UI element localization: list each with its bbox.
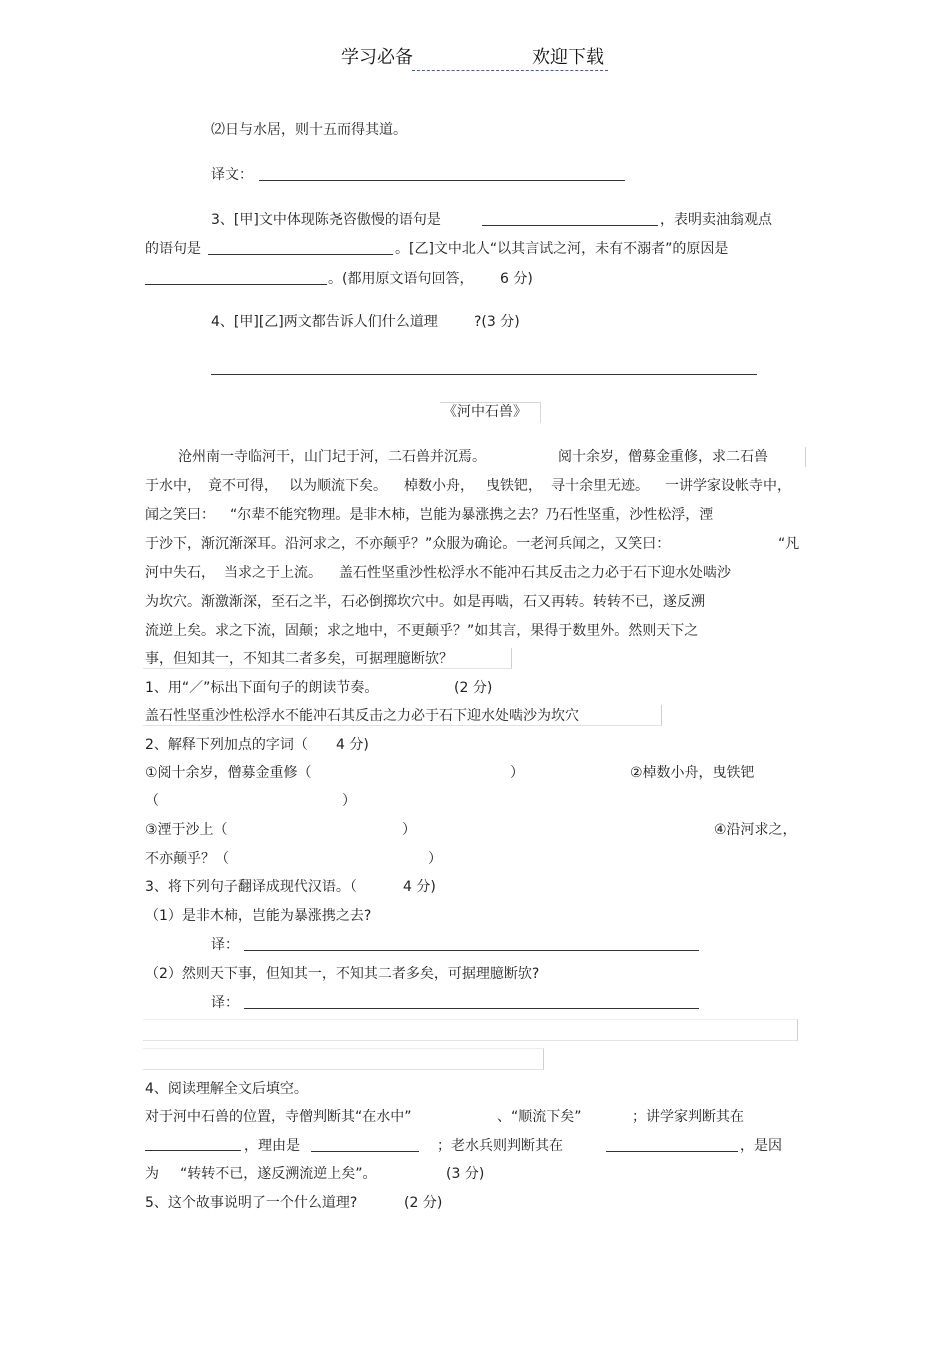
q2-text: 2、解释下列加点的字词（ <box>145 737 308 753</box>
q3-score: 4 分) <box>403 879 436 895</box>
q2-a-close: ） <box>510 765 524 781</box>
q2-b-answer[interactable] <box>160 791 340 811</box>
q4-line2-b: ；老水兵则判断其在 <box>437 1138 563 1154</box>
q3-line2-a: 的语句是 <box>145 241 201 257</box>
story-title: 《河中石兽》 <box>443 404 527 420</box>
q2-d-cont: 不亦颠乎？（ <box>145 851 229 867</box>
q1-score: (2 分) <box>454 680 493 696</box>
story-line-2f: 寻十余里无迹。 <box>551 478 649 494</box>
q3-blank-1[interactable] <box>482 211 658 232</box>
q4-blank-3[interactable] <box>606 1137 738 1158</box>
story-line-2g: 一讲学家设帐寺中， <box>665 478 791 494</box>
story-line-5c: 盖石性坚重沙性松浮水不能冲石其反击之力必于石下迎水处啮沙 <box>339 565 731 581</box>
q2-b-open: （ <box>145 793 159 809</box>
story-line-2a: 于水中， <box>145 478 201 494</box>
story-line-2b: 竟不可得， <box>208 478 278 494</box>
q3-blank-2[interactable] <box>208 240 393 261</box>
q1-sentence[interactable]: 盖石性坚重沙性松浮水不能冲石其反击之力必于石下迎水处啮沙为坎穴 <box>145 708 579 724</box>
story-line-6: 为坎穴。渐激渐深，至石之半，石必倒掷坎穴中。如是再啮，石又再转。转转不已，遂反溯 <box>145 594 705 610</box>
q4-blank-2[interactable] <box>311 1137 419 1158</box>
q4-blank-1[interactable] <box>145 1136 241 1157</box>
q4-line1-b: 、“顺流下矣” <box>497 1109 582 1125</box>
q5-score: (2 分) <box>404 1195 443 1211</box>
q4-line2-a: ，理由是 <box>244 1138 300 1154</box>
q3-2-answer-blank[interactable] <box>244 994 699 1015</box>
q4-reading-text: 4、阅读理解全文后填空。 <box>145 1081 308 1097</box>
q2-b-close: ） <box>342 793 356 809</box>
q3-1-sentence: （1）是非木柿，岂能为暴涨携之去? <box>145 908 372 924</box>
q4-line3-score: (3 分) <box>446 1166 485 1182</box>
q3-line3-score: 6 分) <box>500 271 533 287</box>
q3-line2-b: 。[乙]文中北人“以其言试之河，未有不溺者”的原因是 <box>395 241 729 257</box>
q4-line3-b: “转转不已，遂反溯流逆上矣”。 <box>180 1166 377 1182</box>
story-line-5a: 河中失石， <box>145 565 215 581</box>
q3-1-yi-label: 译： <box>211 937 239 953</box>
q4-line2-c: ，是因 <box>740 1138 782 1154</box>
story-line-8: 事，但知其一，不知其二者多矣，可据理臆断欤？ <box>145 651 453 667</box>
story-line-4-quote: “凡 <box>778 536 800 552</box>
story-line-2e: 曳铁钯， <box>486 478 542 494</box>
q3-blank-3[interactable] <box>145 270 327 291</box>
story-line-2c: 以为顺流下矣。 <box>289 478 387 494</box>
story-line-2d: 棹数小舟， <box>404 478 474 494</box>
q2-d-text: ④沿河求之， <box>714 822 797 838</box>
q5-text: 5、这个故事说明了一个什么道理? <box>145 1195 358 1211</box>
header-right-text: 欢迎下载 <box>532 47 604 68</box>
q3-text: 3、将下列句子翻译成现代汉语。（ <box>145 879 357 895</box>
story-line-3b: “尔辈不能究物理。是非木柿，岂能为暴涨携之去？乃石性坚重，沙性松浮，湮 <box>230 507 714 523</box>
q2-c-answer[interactable] <box>235 820 400 840</box>
story-line-3a: 闻之笑曰： <box>145 507 215 523</box>
q4-line1-a: 对于河中石兽的位置，寺僧判断其“在水中” <box>145 1109 412 1125</box>
story-line-1a: 沧州南一寺临河干，山门圮于河，二石兽并沉焉。 <box>178 449 486 465</box>
q4-line3-a: 为 <box>145 1166 159 1182</box>
story-line-4: 于沙下，渐沉渐深耳。沿河求之，不亦颠乎？”众服为确论。一老河兵闻之，又笑曰： <box>145 536 671 552</box>
q3-2-sentence: （2）然则天下事，但知其一，不知其二者多矣，可据理臆断欤? <box>145 966 540 982</box>
q4-score: ?(3 分) <box>474 314 520 330</box>
q4-text: 4、[甲][乙]两文都告诉人们什么道理 <box>211 314 438 330</box>
q3-line1-b: ，表明卖油翁观点 <box>660 212 772 228</box>
header-dashed-rule <box>412 70 608 71</box>
q2-b-text: ②棹数小舟，曳铁钯 <box>630 765 755 781</box>
q4-line1-c: ；讲学家判断其在 <box>632 1109 744 1125</box>
q3-1-answer-blank[interactable] <box>244 936 699 957</box>
q2-d-close: ） <box>428 851 442 867</box>
q2-c-text: ③湮于沙上（ <box>145 822 228 838</box>
q1-text: 1、用“／”标出下面句子的朗读节奏。 <box>145 680 379 696</box>
story-line-7: 流逆上矣。求之下流，固颠；求之地中，不更颠乎？”如其言，果得于数里外。然则天下之 <box>145 623 699 639</box>
q2-score: 4 分) <box>336 737 369 753</box>
q4-answer-blank[interactable] <box>211 360 757 381</box>
story-line-1b: 阅十余岁，僧募金重修，求二石兽 <box>558 449 768 465</box>
q2-c-close: ） <box>402 822 416 838</box>
extra-answer-box-1[interactable] <box>143 1019 798 1041</box>
q2-d-answer[interactable] <box>236 849 426 869</box>
story-line-5b: 当求之于上流。 <box>224 565 322 581</box>
translation-label: 译文： <box>211 167 253 183</box>
q2-a-answer[interactable] <box>322 763 510 783</box>
item-2-sentence: ⑵日与水居，则十五而得其道。 <box>211 122 407 138</box>
header-left-text: 学习必备 <box>341 47 413 68</box>
translation-blank[interactable] <box>259 166 625 187</box>
extra-answer-box-2[interactable] <box>143 1048 544 1070</box>
q2-a-text: ①阅十余岁，僧募金重修（ <box>145 765 312 781</box>
q3-2-yi-label: 译： <box>211 995 239 1011</box>
q3-line3: 。(都用原文语句回答， <box>328 271 474 287</box>
q3-line1-a: 3、[甲]文中体现陈尧咨傲慢的语句是 <box>211 212 441 228</box>
